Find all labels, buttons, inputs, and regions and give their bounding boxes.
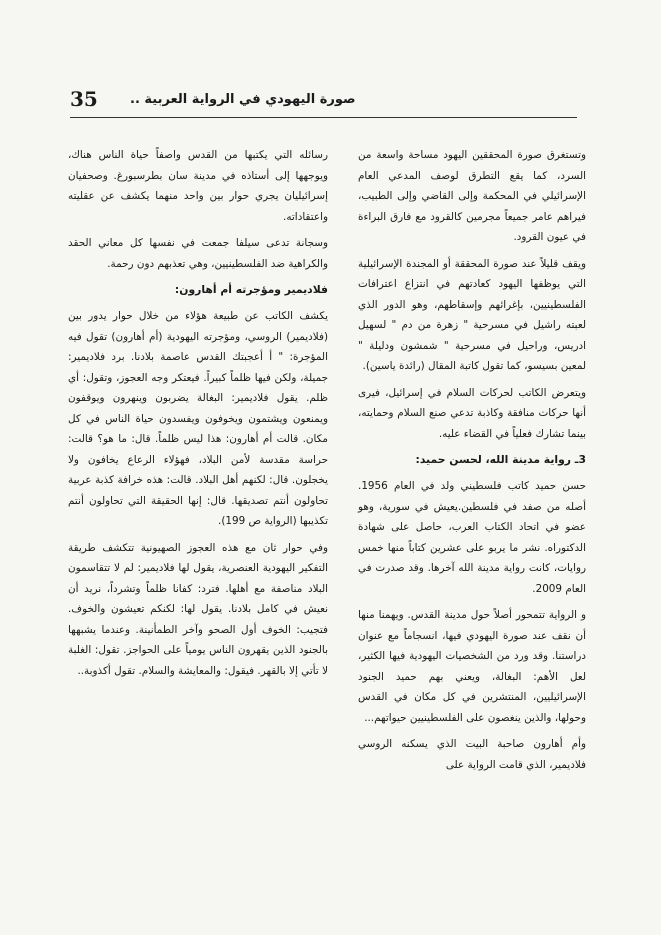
section-heading (358, 450, 586, 470)
paragraph: ويتعرض الكاتب لحركات السلام في إسرائيل، فيرى أنها حركات منافقة وكاذبة تدعي صنع السلام وحمايته، بينما تشارك فعلياً في القضاء عليه. (358, 386, 586, 440)
paragraph: يكشف الكاتب عن طبيعة هؤلاء من خلال حوار يدور بين (فلاديمير) الروسي، ومؤجرته اليهودية (أم أهارون) تقول فيه المؤجرة: " أ أعجبتك القدس عاصمة بلادنا. برد فلاديمير: جميلة، ولكن فيها ظلماً كبيراً. فيعتكر وجه العجوز، وتقول: أي ظلم. يقول فلاديمير: البغالة يضربون وينهرون ويوقفون ويمنعون ويشتمون ويخوفون ويفسدون حياة الناس في كل مكان. قالت أم أهارون: هذا ليس ظلماً. قال: ما هو؟ قالت: حراسة مقدسة لأمن البلاد، فهؤلاء الرعاع يخافون ولا يخجلون. قال: لكنهم أهل البلاد. قالت: هذه خرافة كذبة عربية تحاولون أنتم تصديقها. قال: إنها الحقيقة التي تحاولون أنتم تكذيبها (الرواية ص 199). (68, 310, 328, 527)
paragraph: رسائله التي يكتبها من القدس واصفاً حياة الناس هناك، ويوجهها إلى أستاذه في مدينة سان بطرسبورغ. وصحفيان إسرائيليان يجري حوار بين واحد منهما يكشف عن عقليته واعتقاداته. (68, 149, 328, 223)
right-column (358, 145, 586, 781)
paragraph: حسن حميد كاتب فلسطيني ولد في العام 1956. أصله من صفد في فلسطين.يعيش في سورية، وهو عضو في اتحاد الكتاب العرب، حاصل على شهادة الدكتوراه. نشر ما يربو على عشرين كتاباً منها خمس روايات، كانت رواية مدينة الله آخرها. وقد صدرت في العام 2009. (358, 480, 586, 595)
left-column (68, 145, 328, 687)
section-heading-text: ـ رواية مدينة الله، لحسن حميد: (415, 453, 579, 466)
page-number: 35 (70, 87, 98, 111)
header-divider (70, 117, 577, 118)
section-heading: فلاديمير ومؤجرته أم أهارون: (174, 283, 328, 296)
running-title: صورة اليهودي في الرواية العربية .. (130, 91, 356, 107)
paragraph: وتستغرق صورة المحققين اليهود مساحة واسعة من السرد، كما يقع التطرق لوصف المدعي العام الإسرائيلي في المحكمة وإلى القاضي وإلى الطبيب، فيراهم عامر جميعاً مجرمين كالقرود مع فارق البراءة في عيون القرود. (358, 149, 586, 243)
paragraph: و الرواية تتمحور أصلاً حول مدينة القدس. ويهمنا منها أن نقف عند صورة اليهودي فيها، انسجاماً مع عنوان دراستنا. وقد ورد من الشخصيات اليهودية فيها الكثير، لعل الأهم: البغالة، ويعني بهم حميد الجنود الإسرائيليين، المنتشرين في كل مكان في القدس وحولها، والذين ينغصون على الفلسطينيين حيواتهم... (358, 609, 586, 724)
paragraph: وسجانة تدعى سيلفا جمعت في نفسها كل معاني الحقد والكراهية ضد الفلسطينيين، وهي تعذبهم دون رحمة. (68, 237, 328, 270)
section-heading-number: 3 (578, 453, 586, 466)
paragraph: وفي حوار ثان مع هذه العجوز الصهيونية تتكشف طريقة التفكير اليهودية العنصرية، يقول لها فلاديمير: لم لا تتقاسمون البلاد مناصفة مع أهلها. فترد: كفانا ظلماً وتشرداً، نريد أن نعيش في كامل بلادنا. يقول لها: لكنكم تعيشون والخوف. فتجيب: الخوف أول الصحو وآخر الطمأنينة. وعندما يشبهها بالجنود الذين يقهرون الناس يومياً على الحواجز. تقول: الغلبة لا تأتي إلا بالقهر. فيقول: والمعايشة والسلام. تقول أكذوبة.. (68, 541, 328, 677)
paragraph: ويقف قليلاً عند صورة المحققة أو المجندة الإسرائيلية التي يوظفها اليهود كعادتهم في انتزاع اعترافات الفلسطينيين، بإغرائهم وإسقاطهم، وهو الدور الذي لعبته راشيل في مسرحية " زهرة من دم " لسهيل ادريس، وراحيل في مسرحية " شمشون ودليلة " لمعين بسيسو، كما تقول كاتبة المقال (رائدة ياسين). (358, 257, 586, 372)
paragraph: وأم أهارون صاحبة البيت الذي يسكنه الروسي فلاديمير، الذي قامت الرواية على (358, 738, 586, 771)
page-header (70, 86, 577, 112)
